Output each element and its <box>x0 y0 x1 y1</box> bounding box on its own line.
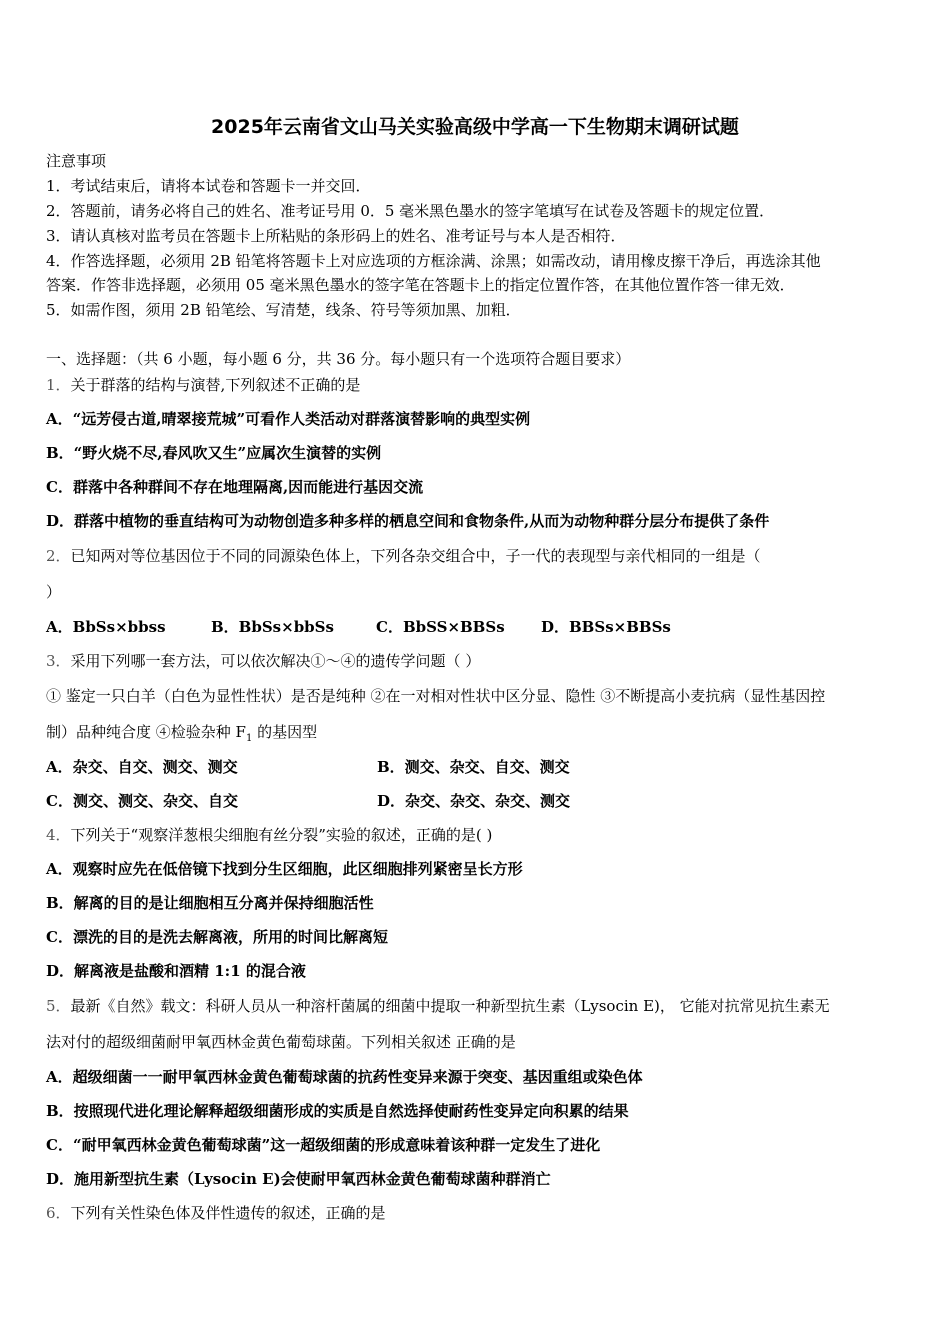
q3-option-a: A．杂交、自交、测交、测交 <box>46 758 238 776</box>
q4-option-d: D．解离液是盐酸和酒精 1:1 的混合液 <box>46 962 306 980</box>
question-number: 2． <box>46 547 71 565</box>
question-3 <box>46 651 480 671</box>
question-stem: 采用下列哪一套方法，可以依次解决①～④的遗传学问题（ ） <box>70 652 481 670</box>
q4-option-b: B．解离的目的是让细胞相互分离并保持细胞活性 <box>46 894 374 912</box>
question-6 <box>46 1203 386 1223</box>
question-stem: 最新《自然》载文：科研人员从一种溶杆菌属的细菌中提取一种新型抗生素（Lysocin E)， 它能对抗常见抗生素无 <box>70 997 830 1015</box>
q3-line-1: ① 鉴定一只白羊（白色为显性性状）是否是纯种 ②在一对相对性状中区分显、隐性 ③不断提高小麦抗病（显性基因控 <box>46 687 826 705</box>
q3-option-c: C．测交、测交、杂交、自交 <box>46 792 238 810</box>
question-number: 5． <box>46 997 71 1015</box>
q2-option-b: B．BbSs×bbSs <box>211 618 334 636</box>
q5-option-a: A．超级细菌一一耐甲氧西林金黄色葡萄球菌的抗药性变异来源于突变、基因重组或染色体 <box>46 1068 643 1086</box>
q2-option-c: C．BbSS×BBSs <box>376 618 505 636</box>
question-stem: 下列关于“观察洋葱根尖细胞有丝分裂”实验的叙述，正确的是( ) <box>70 826 493 844</box>
q3-options-row-1 <box>46 757 570 777</box>
q2-options <box>46 617 671 637</box>
question-2 <box>46 546 761 566</box>
subscript: 1 <box>245 733 253 744</box>
q3-line-2-text-end: 的基因型 <box>252 723 318 741</box>
q4-option-c: C．漂洗的目的是洗去解离液，所用的时间比解离短 <box>46 928 388 946</box>
q3-option-d: D．杂交、杂交、杂交、测交 <box>377 792 571 810</box>
question-number: 1． <box>46 376 71 394</box>
question-stem: 下列有关性染色体及伴性遗传的叙述，正确的是 <box>70 1204 386 1222</box>
q1-option-a: A．“远芳侵古道,晴翠接荒城”可看作人类活动对群落演替影响的典型实例 <box>46 410 531 428</box>
q3-line-2 <box>46 722 317 749</box>
question-stem: 关于群落的结构与演替,下列叙述不正确的是 <box>70 376 361 394</box>
notice-item: 2．答题前，请务必将自己的姓名、准考证号用 0．5 毫米黑色墨水的签字笔填写在试卷及答题卡的规定位置． <box>46 202 775 220</box>
notice-item: 4．作答选择题，必须用 2B 铅笔将答题卡上对应选项的方框涂满、涂黑；如需改动，请用橡皮擦干净后，再选涂其他 <box>46 252 821 270</box>
q3-option-b: B．测交、杂交、自交、测交 <box>377 758 570 776</box>
question-number: 6． <box>46 1204 71 1222</box>
section-heading: 一、选择题：（共 6 小题，每小题 6 分，共 36 分。每小题只有一个选项符合题目要求） <box>46 350 631 368</box>
notice-item: 5．如需作图，须用 2B 铅笔绘、写清楚，线条、符号等须加黑、加粗． <box>46 301 521 319</box>
question-number: 3． <box>46 652 71 670</box>
q5-option-c: C．“耐甲氧西林金黄色葡萄球菌”这一超级细菌的形成意味着该种群一定发生了进化 <box>46 1136 601 1154</box>
question-stem-end: ） <box>46 583 62 601</box>
q1-option-c: C．群落中各种群间不存在地理隔离,因而能进行基因交流 <box>46 478 424 496</box>
question-number: 4． <box>46 826 71 844</box>
notice-heading: 注意事项 <box>46 152 107 170</box>
question-stem: 已知两对等位基因位于不同的同源染色体上，下列各杂交组合中，子一代的表现型与亲代相同的一组是（ <box>70 547 761 565</box>
q5-option-d: D．施用新型抗生素（Lysocin E)会使耐甲氧西林金黄色葡萄球菌种群消亡 <box>46 1170 551 1188</box>
q2-option-d: D．BBSs×BBSs <box>541 618 671 636</box>
q2-option-a: A．BbSs×bbss <box>46 618 166 636</box>
q1-option-b: B．“野火烧不尽,春风吹又生”应属次生演替的实例 <box>46 444 382 462</box>
notice-item: 1．考试结束后，请将本试卷和答题卡一并交回． <box>46 177 371 195</box>
q1-option-d: D．群落中植物的垂直结构可为动物创造多种多样的栖息空间和食物条件,从而为动物种群分层分布提供了条件 <box>46 512 770 530</box>
q5-option-b: B．按照现代进化理论解释超级细菌形成的实质是自然选择使耐药性变异定向积累的结果 <box>46 1102 629 1120</box>
question-4 <box>46 825 492 845</box>
notice-item: 3．请认真核对监考员在答题卡上所粘贴的条形码上的姓名、准考证号与本人是否相符． <box>46 227 626 245</box>
q3-line-2-text: 制）品种纯合度 ④检验杂种 F <box>46 723 246 741</box>
q3-options-row-2 <box>46 791 570 811</box>
question-stem-cont: 法对付的超级细菌耐甲氧西林金黄色葡萄球菌。下列相关叙述 正确的是 <box>46 1033 516 1051</box>
question-1 <box>46 375 360 395</box>
page-title: 2025年云南省文山马关实验高级中学高一下生物期末调研试题 <box>211 116 739 138</box>
notice-item: 答案．作答非选择题，必须用 05 毫米黑色墨水的签字笔在答题卡上的指定位置作答，在其他位置作答一律无效． <box>46 276 795 294</box>
q4-option-a: A．观察时应先在低倍镜下找到分生区细胞，此区细胞排列紧密呈长方形 <box>46 860 523 878</box>
question-5 <box>46 996 830 1016</box>
